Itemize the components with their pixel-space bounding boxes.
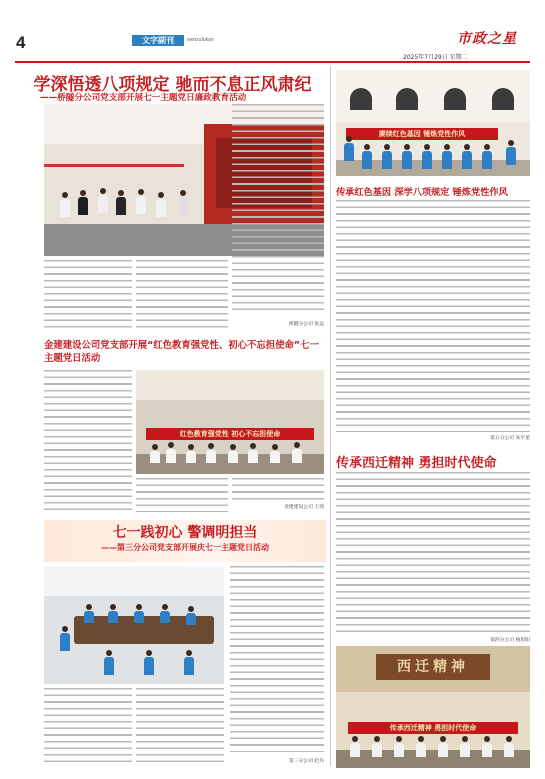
article4-body [336,200,530,432]
article3-signature: 第三分公司 赵丹 [288,759,324,764]
article1-body-col3 [232,104,324,314]
section-tag: 文字副刊 [132,35,184,46]
article3-body-col3 [230,566,324,752]
article4-signature: 第五分公司 朱宇星 [490,436,530,441]
article2-body-col1 [44,370,132,512]
article5-banner: 传承西迁精神 勇担时代使命 [348,722,518,734]
article4-photo [336,70,530,176]
article3-photo [44,566,224,684]
newspaper-logo: 市政之星 [457,31,517,47]
article3-body-col1 [44,688,132,766]
article2-title: 金建建设公司党支部开展“红色教育强党性、初心不忘担使命”七一主题党日活动 [44,340,319,364]
article4-banner: 赓续红色基因 锤炼党性作风 [346,128,498,140]
page-number: 4 [16,33,26,52]
masthead-rule [15,61,530,63]
article2-signature: 金建建设公司 王茜 [284,505,324,510]
column-divider [330,66,331,766]
article1-title: 学深悟透八项规定 驰而不息正风肃纪 [33,75,312,95]
article1-subtitle: ——桥隧分公司党支部开展七一主题党日廉政教育活动 [40,93,247,103]
article2-body-col3 [232,478,324,500]
article4-title: 传承红色基因 深学八项规定 锤炼党性作风 [336,187,508,198]
article5-title: 传承西迁精神 勇担时代使命 [336,456,497,471]
article3-title: 七一践初心 警调明担当 [112,525,258,541]
article1-body-col2 [136,260,228,328]
article2-banner: 红色教育强党性 初心不忘担使命 [146,428,314,440]
article1-signature: 桥隧分公司 张远 [288,322,324,327]
article5-plaque: 西迁精神 [376,654,490,680]
article2-body-col2 [136,478,228,512]
article3-body-col2 [136,688,224,766]
article2-photo [136,370,324,474]
article5-body [336,472,530,636]
article5-signature: 第四分公司 杨思阳 [490,638,530,643]
article3-subtitle: ——第三分公司党支部开展庆七一主题党日活动 [101,543,269,552]
article5-photo [336,646,530,768]
article1-body-col1 [44,260,132,328]
section-pinyin: wenzufukan [187,37,214,43]
issue-date: 2025年7月29日 星期二 [403,54,468,61]
